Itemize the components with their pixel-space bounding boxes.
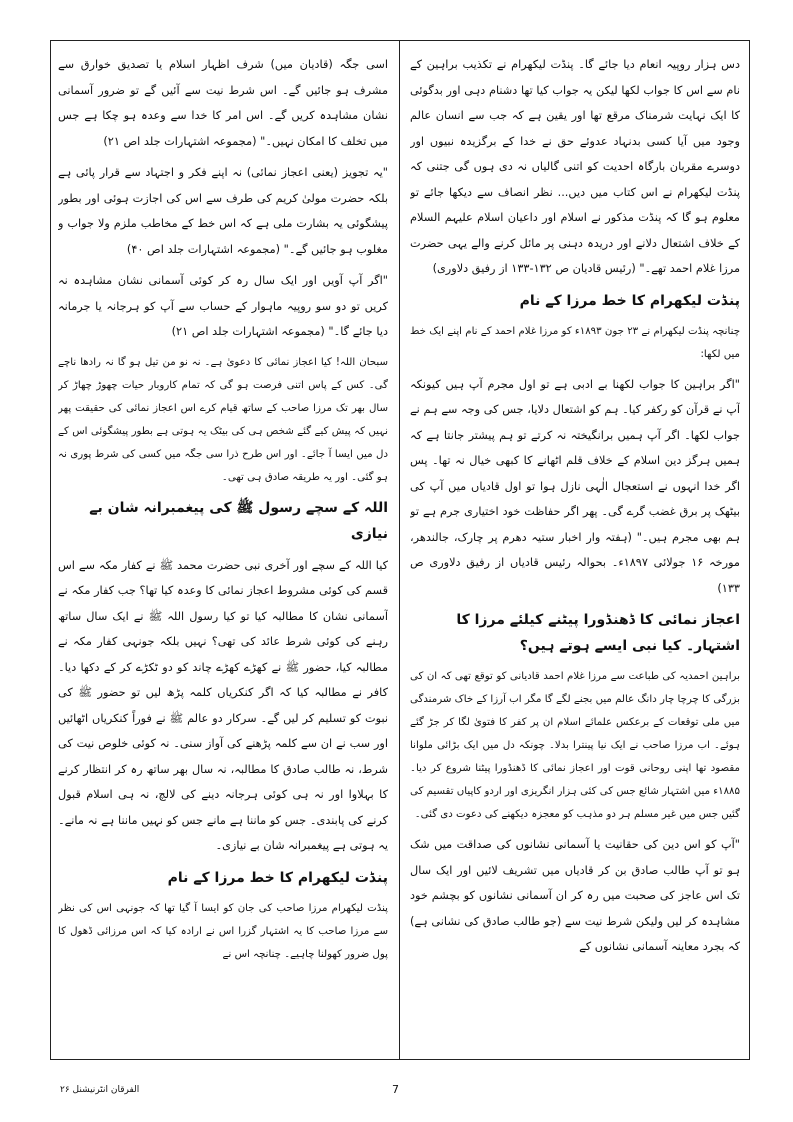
paragraph: کیا اللہ کے سچے اور آخری نبی حضرت محمد ﷺ نے کفار مکہ سے اس قسم کی کوئی مشروط اعجاز نمائی کا وعدہ کیا تھا؟ جب کفار مکہ نے آسمانی نشان کا مطالبہ کیا تو کیا رسول اللہ ﷺ نے ایک سال ساتھ رہنے کی کوئی شرط عائد کی تھی؟ نہیں بلکہ جونہی کفار مکہ نے مطالبہ کیا، حضور ﷺ نے کھڑے کھڑے چاند کو دو ٹکڑے کر کے دکھا دیا۔ کافر نے مطالبہ کیا کہ اگر کنکریاں کلمہ پڑھ لیں تو حضور ﷺ کی نبوت کو تسلیم کر لیں گے۔ سرکار دو عالم ﷺ نے فوراً کنکریاں اٹھائیں اور سب نے ان سے کلمہ پڑھنے کی آواز سنی۔ نہ کوئی خلوص نیت کی شرط، نہ طالب صادق کا مطالبہ، نہ سال بھر ساتھ رہ کر انتظار کرنے کا بہلاوا اور نہ ہی کوئی ہرجانہ دینے کی لالچ، نہ ہی اسلام قبول کرنے کی پابندی۔ جس کو ماننا ہے مانے جس کو نہیں ماننا ہے نہ مانے۔ یہ ہوتی ہے پیغمبرانہ شان بے نیازی۔ (58, 558, 388, 852)
paragraph: چنانچہ پنڈت لیکھرام نے ۲۳ جون ۱۸۹۳ء کو مرزا غلام احمد کے نام اپنے ایک خط میں لکھا: (410, 325, 740, 360)
section-heading: پنڈت لیکھرام کا خط مرزا کے نام (519, 292, 740, 309)
paragraph: "آپ کو اس دین کی حقانیت یا آسمانی نشانوں کی صداقت میں شک ہو تو آپ طالب صادق بن کر قادیاں میں تشریف لائیں اور ایک سال تک اس عاجز کی صحبت میں رہ کر ان آسمانی نشانوں کو بچشم خود مشاہدہ کر لیں ولیکن شرط نیت سے (جو طالب صادق کی نشانی ہے) کہ بجرد معاینہ آسمانی نشانوں کے (410, 838, 740, 953)
publication-footer: الفرقان انٹرنیشنل ۲۶ (60, 1085, 140, 1095)
section-heading: اعجاز نمائی کا ڈھنڈورا پیٹنے کیلئے مرزا کا اشتہار۔ کیا نبی ایسے ہوتے ہیں؟ (456, 612, 740, 654)
paragraph: سبحان اللہ! کیا اعجاز نمائی کا دعویٰ ہے۔ نہ نو من تیل ہو گا نہ رادھا ناچے گی۔ کس کے پاس اتنی فرصت ہو گی کہ تمام کاروبار حیات چھوڑ چھاڑ کر سال بھر تک مرزا صاحب کے ساتھ قیام کرے اس اعجاز نمائی کی حقیقت پھر نہیں کہ پیش کیے گئے شخص ہی کی بیٹک یہ ہوتی ہے بطور پیشگوئی اس کے دل میں ایسا آ جائے۔ اور اس طرح ذرا سی جگہ میں کسی کی شرط پوری نہ ہو گئی۔ اور یہ طریقہ صادق ہی تھی۔ (58, 356, 388, 483)
page-number: 7 (392, 1083, 399, 1096)
paragraph: اسی جگہ (قادیان میں) شرف اظہار اسلام یا تصدیق خوارق سے مشرف ہو جائیں گے۔ اس شرط نیت سے آئیں گے تو ضرور آسمانی نشان مشاہدہ کریں گے۔ اس امر کا خدا سے وعدہ ہو چکا ہے جس میں تخلف کا امکان نہیں۔" (مجموعہ اشتہارات جلد اص ۲۱) (58, 58, 388, 148)
section-heading: اللہ کے سچے رسول ﷺ کی پیغمبرانہ شان بے نیازی (89, 499, 388, 542)
paragraph: پنڈت لیکھرام مرزا صاحب کی جان کو ایسا آ گیا تھا کہ جونہی اس کی نظر سے مرزا صاحب کا یہ اشتہار گزرا اس نے ارادہ کیا کہ اس مرزائی ڈھول کا پول ضرور کھولنا چاہیے۔ چنانچہ اس نے (58, 902, 388, 960)
paragraph: براہین احمدیہ کی طباعت سے مرزا غلام احمد قادیانی کو توقع تھی کہ ان کی بزرگی کا چرچا چار دانگ عالم میں بجنے لگے گا مگر اب آرزا کے خاک شرمندگی میں ملی توقعات کے برعکس علمائے اسلام ان پر کفر کا فتویٰ لگا کر جڑ گئے ہوئے۔ اب مرزا صاحب نے ایک نیا پینترا بدلا۔ چونکہ دل میں ایک بڑائی ملوانا مقصود تھا اپنی روحانی قوت اور اعجاز نمائی کا ڈھنڈورا پیٹنا شروع کر دیا۔ ۱۸۸۵ء میں اشتہار شائع جس کی کئی ہزار انگریزی اور اردو کاپیاں تقسیم کی گئیں جس میں غیر مسلم ہر دو مذہب کو معجزہ دیکھنے کی دعوت دی گئی۔ (410, 671, 740, 820)
paragraph: دس ہزار روپیہ انعام دیا جائے گا۔ پنڈت لیکھرام نے تکذیب براہین کے نام سے اس کا جواب لکھا لیکن یہ جواب کیا تھا دشنام دہی اور بدگوئی کا ایک نہایت شرمناک مرقع تھا اور یقین ہے کہ جب سے انسان عالم وجود میں آیا کسی بدنہاد عدوئے حق نے خدا کے برگزیدہ نبیوں اور دوسرے مقربان بارگاہ احدیت کو اتنی گالیاں نہ دی ہوں گی جتنی کہ پنڈت لیکھرام نے اس کتاب میں دیں... نظر انصاف سے دیکھا جائے تو معلوم ہو گا کہ پنڈت مذکور نے اسلام اور داعیان اسلام علیہم السلام کے خلاف اشتعال دلانے اور دریدہ دہنی پر مائل کرنے والے یہی حضرت مرزا غلام احمد تھے۔" (رئیس قادیان ص ۱۳۲-۱۳۳ از رفیق دلاوری) (410, 58, 740, 275)
column-divider (399, 40, 400, 1060)
paragraph: "اگر آپ آویں اور ایک سال رہ کر کوئی آسمانی نشان مشاہدہ نہ کریں تو دو سو روپیہ ماہوار کے حساب سے آپ کو ہرجانہ یا جرمانہ دیا جائے گا۔" (مجموعہ اشتہارات جلد اص ۲۱) (58, 274, 388, 338)
left-column (58, 52, 388, 1052)
paragraph: "اگر براہین کا جواب لکھنا بے ادبی ہے تو اول مجرم آپ ہیں کیونکہ آپ نے قرآن کو رکفر کیا۔ ہم کو اشتعال دلایا، جس کی وجہ سے ہم نے جواب لکھا۔ اگر آپ ہمیں برانگیختہ نہ کرتے تو ہم پیشتر جانتا ہے کہ ہمیں ہرگز دین اسلام کے خلاف قلم اٹھانے کا کبھی خیال نہ تھا۔ پس اگر خدا انہوں نے استعجال الٰہی نازل ہوا تو اول قادیاں میں آپ کی بیٹھک پر برق غضب گرے گی۔ پھر اگر حفاظت خود اختیاری جرم ہے تو ہم بھی مجرم ہیں۔" (ہفتہ وار اخبار ستیہ دھرم پر چارک، جالندھر، مورخہ ۱۶ جولائی ۱۸۹۷ء۔ بحوالہ رئیس قادیاں از رفیق دلاوری ص ۱۳۳) (410, 377, 740, 595)
paragraph: "یہ تجویز (یعنی اعجاز نمائی) نہ اپنے فکر و اجتہاد سے قرار پائی ہے بلکہ حضرت مولیٰ کریم کی طرف سے اس کی اجازت ہوئی اور بطور پیشگوئی یہ بشارت ملی ہے کہ اس خط کے مخاطب ملزم ولا جواب و مغلوب ہو جائیں گے۔" (مجموعہ اشتہارات جلد اص ۴۰) (58, 166, 388, 256)
section-heading: پنڈت لیکھرام کا خط مرزا کے نام (167, 869, 388, 886)
right-column (410, 52, 740, 1052)
